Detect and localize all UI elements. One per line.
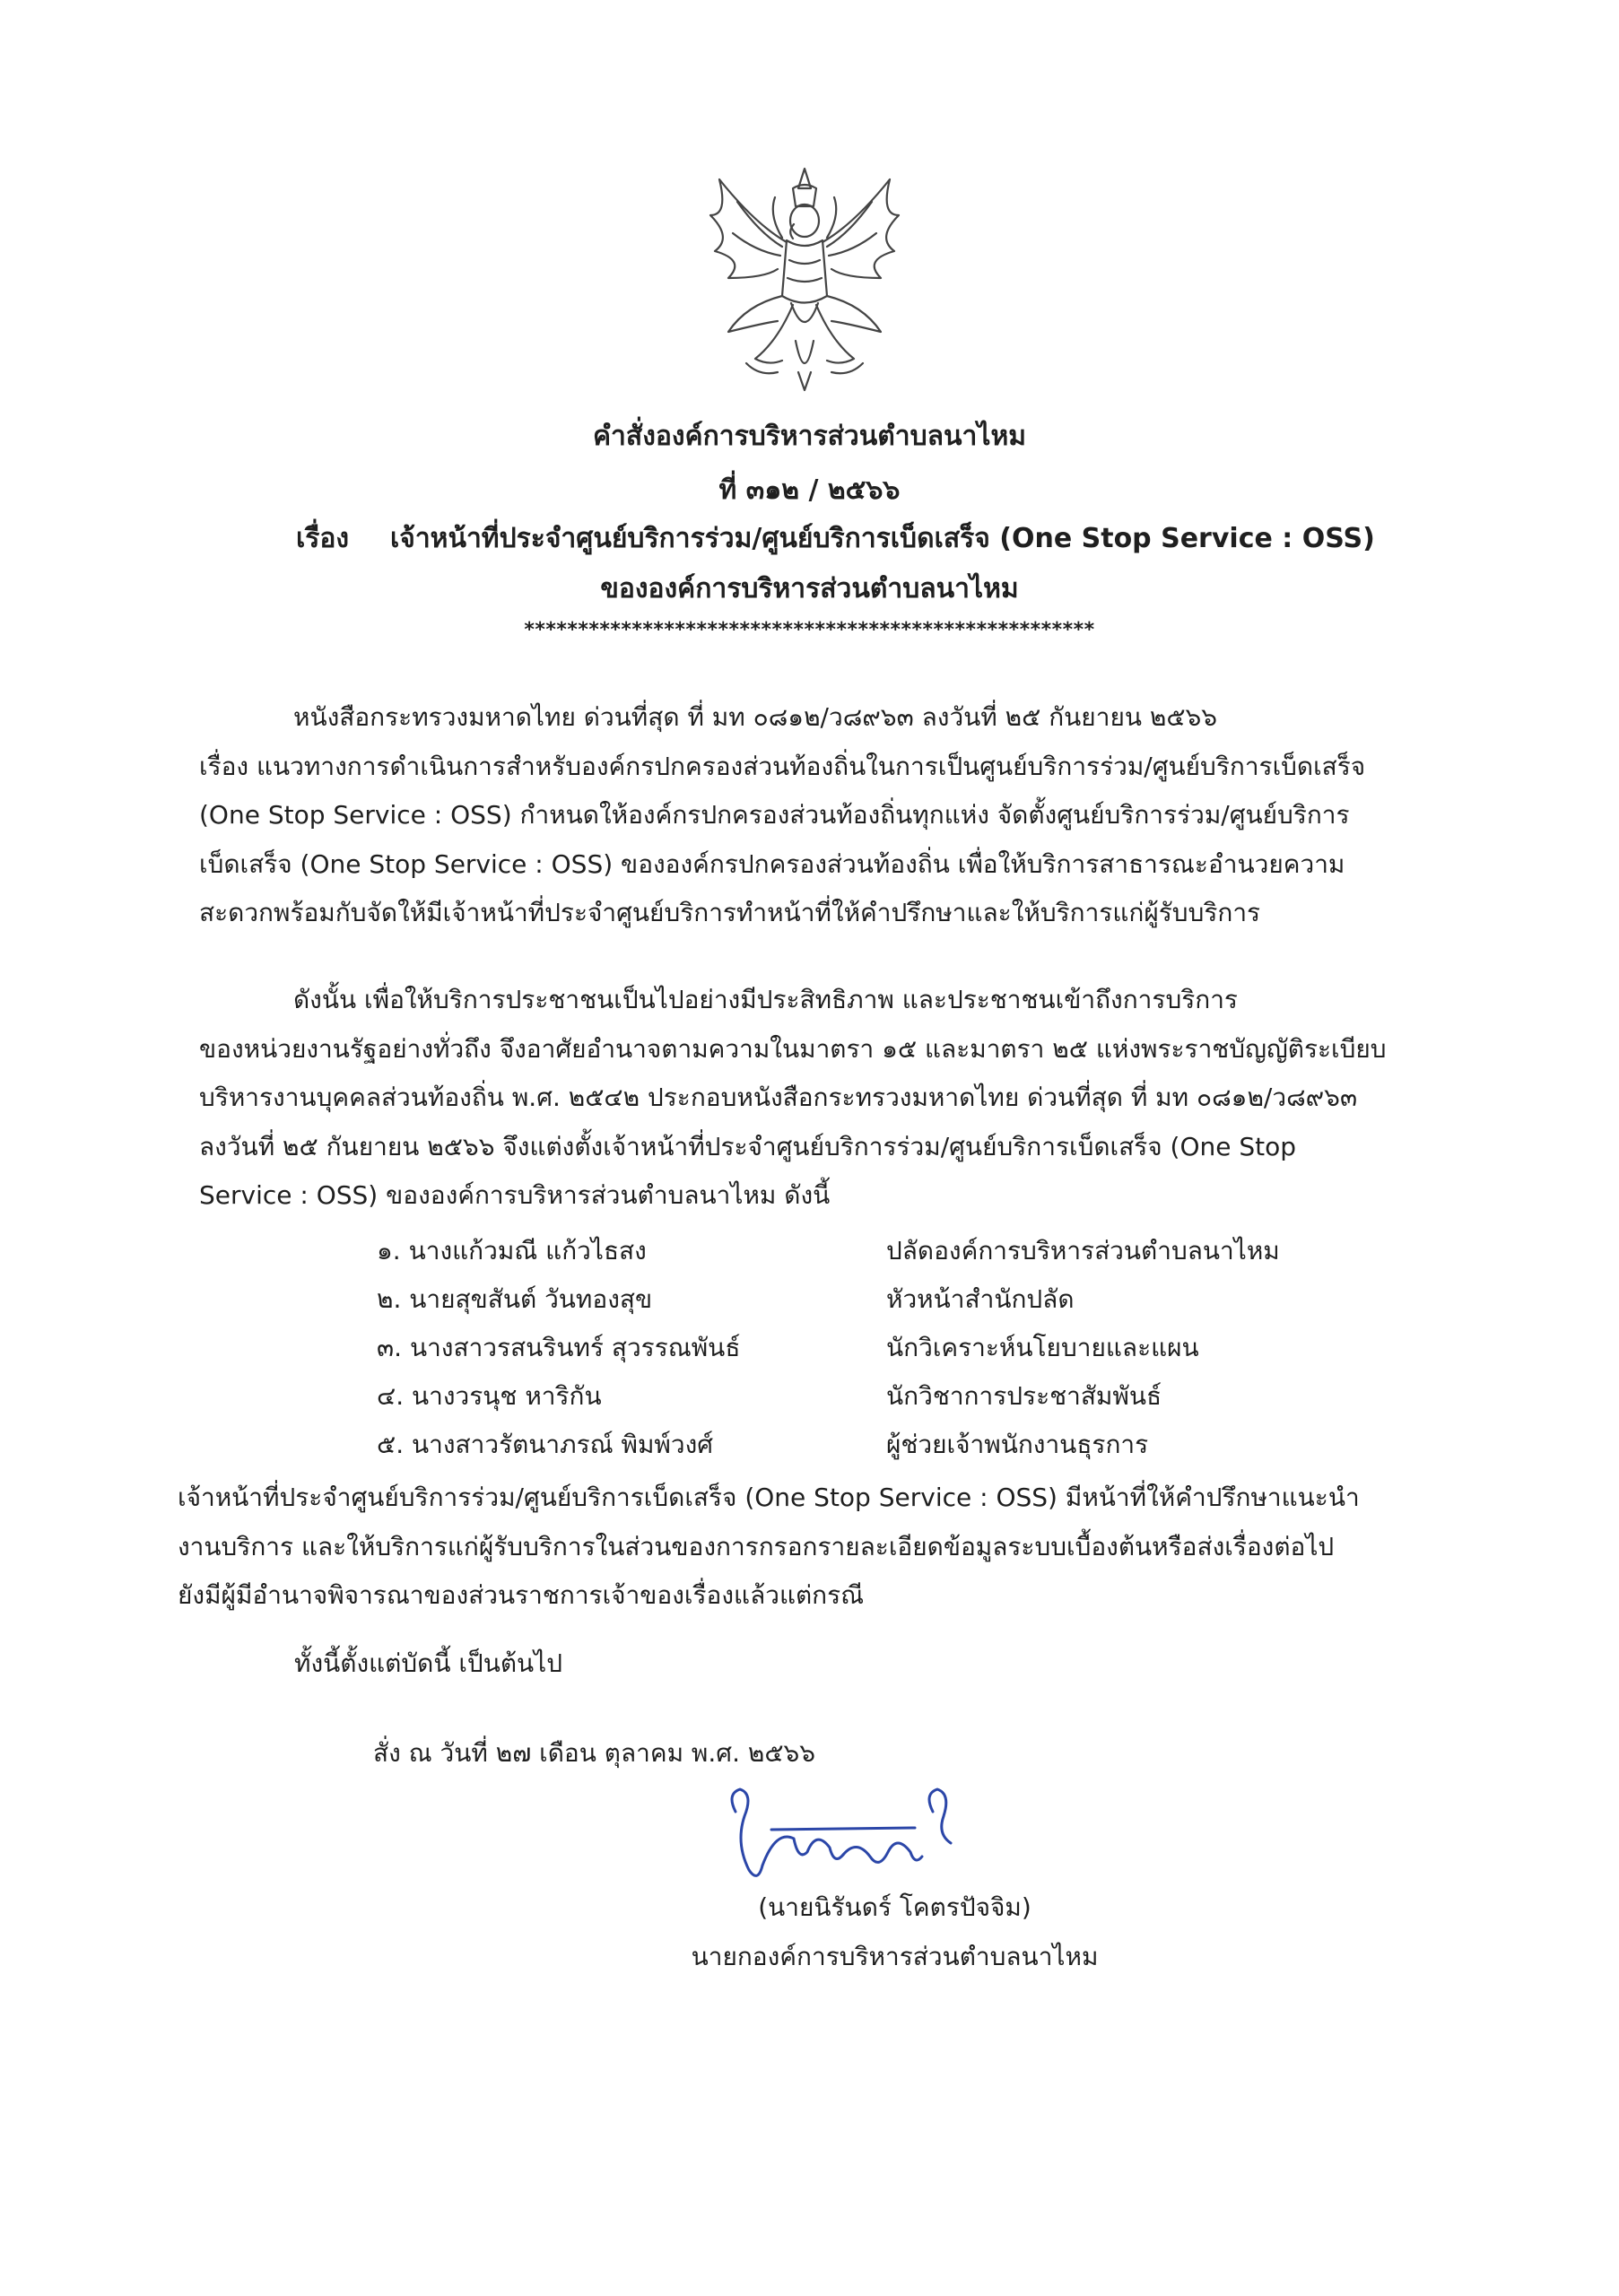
member-position: นักวิเคราะห์นโยบายและแผน <box>886 1333 1199 1362</box>
member-name: ๓. นางสาวรสนรินทร์ สุวรรณพันธ์ <box>377 1333 741 1362</box>
effective-statement: ทั้งนี้ตั้งแต่บัดนี้ เป็นต้นไป <box>294 1648 563 1678</box>
paragraph-line: หนังสือกระทรวงมหาดไทย ด่วนที่สุด ที่ มท ๐๘๑๒/ว๘๙๖๓ ลงวันที่ ๒๕ กันยายน ๒๕๖๖ <box>293 702 1218 732</box>
paragraph-line: ดังนั้น เพื่อให้บริการประชาชนเป็นไปอย่างมีประสิทธิภาพ และประชาชนเข้าถึงการบริการ <box>293 985 1238 1014</box>
subject-label: เรื่อง <box>296 523 350 554</box>
paragraph-line: งานบริการ และให้บริการแก่ผู้รับบริการในส่วนของการกรอกรายละเอียดข้อมูลระบบเบื้องต้นหรือส่งเรื่องต่อไป <box>178 1531 1335 1561</box>
paragraph-line: Service : OSS) ขององค์การบริหารส่วนตำบลนาไหม ดังนี้ <box>199 1180 831 1210</box>
paragraph-reference <box>199 693 1482 938</box>
order-subject <box>296 517 1375 561</box>
member-position: หัวหน้าสำนักปลัด <box>886 1284 1075 1314</box>
paragraph-line: ยังมีผู้มีอำนาจพิจารณาของส่วนราชการเจ้าของเรื่องแล้วแต่กรณี <box>178 1580 865 1610</box>
paragraph-appointment <box>199 976 1482 1221</box>
separator-line: ***************************************************** <box>524 619 1095 641</box>
member-position: นักวิชาการประชาสัมพันธ์ <box>886 1381 1162 1411</box>
member-position: ผู้ช่วยเจ้าพนักงานธุรการ <box>886 1430 1149 1459</box>
paragraph-line: เจ้าหน้าที่ประจำศูนย์บริการร่วม/ศูนย์บริการเบ็ดเสร็จ (One Stop Service : OSS) มีหน้าที่ให้คำปรึกษาแนะนำ <box>178 1483 1360 1512</box>
paragraph-line: สะดวกพร้อมกับจัดให้มีเจ้าหน้าที่ประจำศูนย์บริการทำหน้าที่ให้คำปรึกษาและให้บริการแก่ผู้รับบริการ <box>199 898 1261 927</box>
signer-title: นายกองค์การบริหารส่วนตำบลนาไหม <box>691 1942 1099 1971</box>
paragraph-duties <box>178 1474 1460 1621</box>
paragraph-line: เบ็ดเสร็จ (One Stop Service : OSS) ขององค์กรปกครองส่วนท้องถิ่น เพื่อให้บริการสาธารณะอำนวยความ <box>199 848 1345 879</box>
order-number: ที่ ๓๑๒ / ๒๕๖๖ <box>718 474 901 506</box>
order-title: คำสั่งองค์การบริหารส่วนตำบลนาไหม <box>592 421 1027 452</box>
paragraph-line: ลงวันที่ ๒๕ กันยายน ๒๕๖๖ จึงแต่งตั้งเจ้าหน้าที่ประจำศูนย์บริการร่วม/ศูนย์บริการเบ็ดเสร็จ (One Stop <box>199 1131 1297 1161</box>
subject-text: เจ้าหน้าที่ประจำศูนย์บริการร่วม/ศูนย์บริการเบ็ดเสร็จ (One Stop Service : OSS) <box>390 523 1375 554</box>
member-position: ปลัดองค์การบริหารส่วนตำบลนาไหม <box>886 1236 1280 1265</box>
paragraph-line: (One Stop Service : OSS) กำหนดให้องค์กรปกครองส่วนท้องถิ่นทุกแห่ง จัดตั้งศูนย์บริการร่วม/ศูนย์บริการ <box>199 800 1350 830</box>
subject-continuation: ขององค์การบริหารส่วนตำบลนาไหม <box>600 573 1019 604</box>
member-name: ๕. นางสาวรัตนาภรณ์ พิมพ์วงศ์ <box>377 1430 714 1459</box>
member-name: ๑. นางแก้วมณี แก้วไธสง <box>377 1236 647 1265</box>
paragraph-line: เรื่อง แนวทางการดำเนินการสำหรับองค์กรปกครองส่วนท้องถิ่นในการเป็นศูนย์บริการร่วม/ศูนย์บริการเบ็ดเสร็จ <box>199 751 1366 781</box>
paragraph-line: บริหารงานบุคคลส่วนท้องถิ่น พ.ศ. ๒๕๔๒ ประกอบหนังสือกระทรวงมหาดไทย ด่วนที่สุด ที่ มท ๐๘๑๒/ว๘๙๖๓ <box>199 1083 1358 1112</box>
handwritten-signature <box>709 1776 978 1901</box>
member-name: ๒. นายสุขสันต์ วันทองสุข <box>377 1284 653 1314</box>
order-date: สั่ง ณ วันที่ ๒๗ เดือน ตุลาคม พ.ศ. ๒๕๖๖ <box>373 1738 816 1768</box>
paragraph-line: ของหน่วยงานรัฐอย่างทั่วถึง จึงอาศัยอำนาจตามความในมาตรา ๑๕ และมาตรา ๒๕ แห่งพระราชบัญญัติระเบียบ <box>199 1033 1387 1064</box>
signer-name: (นายนิรันดร์ โคตรปัจจิม) <box>758 1892 1031 1922</box>
garuda-emblem-icon <box>692 161 917 395</box>
member-name: ๔. นางวรนุช หาริกัน <box>377 1381 602 1411</box>
